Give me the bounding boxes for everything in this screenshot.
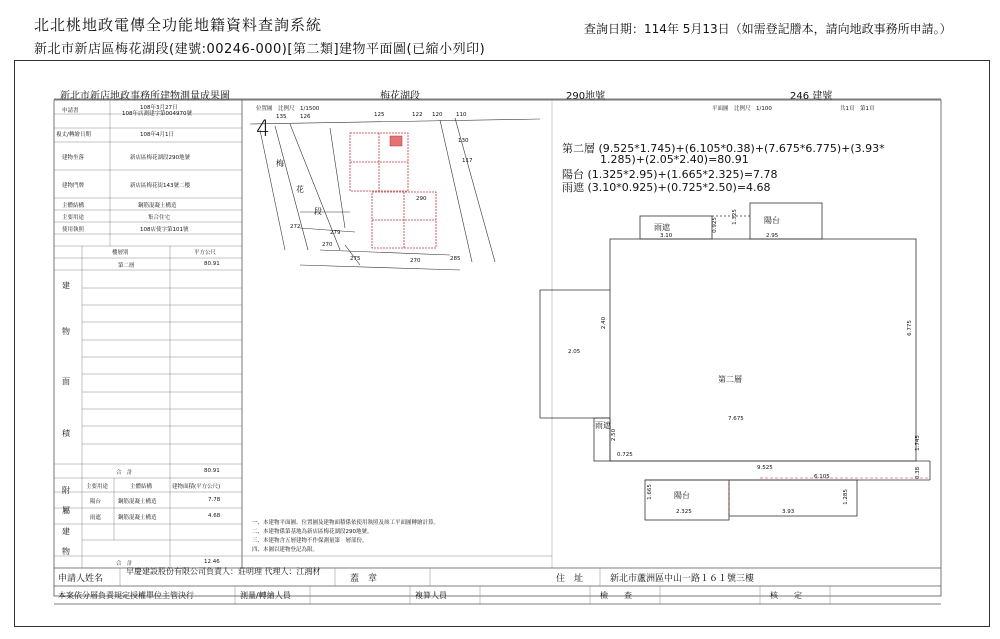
side-label-char: 積 [62, 429, 70, 438]
parcel-number: 290 [416, 196, 427, 202]
table-row-label: 主體結構 [62, 203, 85, 209]
plan-label-canopy-left: 雨遮 [595, 421, 611, 430]
formula-second-floor: 第二層 (9.525*1.745)+(6.105*0.38)+(7.675*6.775)+(3.93* [562, 142, 885, 155]
road-char: 段 [314, 207, 322, 216]
note-line: 四、本圖以建物登記為限。 [252, 547, 319, 553]
dim-label: 1.665 [646, 484, 653, 500]
dim-label: 1.745 [914, 435, 921, 451]
dim-label: 2.40 [601, 316, 608, 330]
side-label-char: 面 [62, 377, 70, 386]
table-row-value: 108年店測建字第004970號 [122, 111, 192, 117]
dim-label: 6.775 [906, 320, 913, 336]
attached-header-struct: 主體結構 [130, 484, 153, 490]
dim-label: 0.725 [617, 452, 633, 458]
road-char: 花 [296, 185, 304, 194]
note-line: 二、本建物係第基地為新店區梅花湖段290地號。 [252, 529, 373, 535]
parcel-number: 125 [374, 112, 385, 118]
parcel-number: 122 [412, 112, 423, 118]
attached-row-use: 陽台 [90, 499, 102, 505]
query-date: 查詢日期：114年 5月13日（如需登記謄本，請向地政事務所申請。） [584, 22, 952, 36]
attached-side-char: 屬 [62, 506, 70, 515]
area-row-floor: 第二層 [118, 263, 135, 269]
area-header-floor: 樓層別 [112, 250, 129, 256]
plan-scale-label: 平面圖 比例尺 1/100 [712, 106, 772, 112]
parcel-number: 270 [410, 258, 421, 264]
formula-second-floor-cont: 1.285)+(2.05*2.40)=80.91 [600, 153, 749, 166]
checker-label: 檢 查 [600, 591, 632, 600]
dim-label: 2.50 [611, 428, 618, 442]
section-name: 梅花湖段 [380, 91, 420, 102]
attached-row-struct: 鋼筋混凝土構造 [118, 499, 157, 505]
applicant-label: 申請人姓名 [58, 574, 104, 584]
location-map-label: 位置圖 比例尺 1/1500 [256, 106, 320, 112]
parcel-number: 279 [330, 230, 341, 236]
table-row-value: 鋼筋混凝土構造 [138, 203, 177, 209]
note-line: 三、本建物含五層建物不作保測量第 層部份。 [252, 538, 368, 544]
document-subtitle: 新北市新店區梅花湖段(建號:00246-000)[第二類]建物平面圖(已縮小列印) [34, 42, 486, 57]
total-value: 12.46 [204, 559, 220, 565]
table-row-label: 申請書 [62, 108, 79, 114]
approver-label: 核 定 [770, 591, 802, 600]
subtotal-label: 合 計 [116, 470, 133, 476]
parcel-number: 110 [456, 112, 467, 118]
parcel-number: 130 [458, 138, 469, 144]
attached-side-char: 附 [62, 486, 70, 495]
delegation-note: 本案依分層負責規定授權單位主管決行 [58, 591, 194, 600]
road-char: 梅 [276, 159, 284, 168]
parcel-number: 135 [276, 114, 287, 120]
parcel-number: 120 [432, 112, 443, 118]
table-row-label: 使用執照 [62, 227, 85, 233]
attached-side-char: 物 [62, 547, 70, 556]
address-value: 新北市蘆洲區中山一路１６１號三樓 [610, 574, 755, 584]
table-row-value: 新店區梅花湖段290地號 [130, 155, 190, 161]
address-label: 住 址 [556, 574, 584, 584]
dim-label: 3.93 [782, 509, 795, 515]
side-label-char: 物 [62, 327, 70, 336]
parcel-number: 270 [322, 242, 333, 248]
dim-label: 3.10 [660, 233, 673, 239]
side-label-char: 建 [62, 281, 70, 290]
table-row-value: 集合住宅 [148, 215, 171, 221]
attached-side-char: 建 [62, 527, 70, 536]
office-title: 新北市新店地政事務所建物測量成果圖 [60, 91, 230, 102]
parcel-number: 126 [300, 114, 311, 120]
table-row-label: 建物坐落 [62, 155, 85, 161]
table-row-value: 108年4月1日 [140, 132, 174, 138]
plan-label-canopy: 雨遮 [654, 223, 670, 232]
dim-label: 2.325 [676, 509, 692, 515]
plan-page-info: 共1頁 第1頁 [840, 106, 875, 112]
attached-row-struct: 鋼筋混凝土構造 [118, 515, 157, 521]
dim-label: 0.925 [711, 217, 718, 233]
attached-header-use: 主要用途 [86, 484, 109, 490]
reviewer-label: 複算人員 [415, 591, 447, 600]
parcel-number: 272 [290, 224, 301, 230]
plan-label-main: 第二層 [718, 375, 742, 384]
parcel-number: 285 [450, 256, 461, 262]
attached-header-area: 建物面積(平方公尺) [172, 484, 221, 490]
attached-row-area: 4.68 [208, 513, 221, 519]
note-line: 一、本建物平面圖、位置圖及建物面積係依使用執照及竣工平面圖轉繪計算。 [252, 520, 440, 526]
plan-label-balcony: 陽台 [764, 216, 780, 225]
total-label: 合 計 [116, 561, 133, 567]
dim-label: 1.325 [731, 209, 738, 225]
dim-label: 6.105 [814, 474, 830, 480]
surveyor-label: 測量/轉繪人員 [240, 591, 291, 600]
table-row-value: 108年3月27日 [140, 105, 178, 111]
formula-canopy: 雨遮 (3.10*0.925)+(0.725*2.50)=4.68 [562, 181, 771, 194]
north-marker: 4 [256, 117, 270, 142]
dim-label: 9.525 [757, 465, 773, 471]
subtotal-value: 80.91 [204, 468, 220, 474]
area-header-unit: 平方公尺 [194, 250, 217, 256]
dim-label: 7.675 [728, 416, 744, 422]
building-number: 246 建號 [790, 91, 833, 102]
applicant-value: 早慶建設股份有限公司負責人：莊明理 代理人：江鴻材 [126, 567, 321, 576]
table-row-label: 建物門牌 [62, 183, 85, 189]
table-row-label: 複丈/轉繪日期 [56, 132, 91, 138]
dim-label: 0.38 [915, 466, 922, 480]
area-row-value: 80.91 [204, 261, 220, 267]
land-number: 290地號 [566, 91, 606, 102]
parcel-number: 275 [350, 256, 361, 262]
table-row-value: 108店使字第101號 [140, 227, 189, 233]
formula-balcony: 陽台 (1.325*2.95)+(1.665*2.325)=7.78 [562, 168, 778, 181]
attached-row-area: 7.78 [208, 497, 221, 503]
dim-label: 2.05 [568, 349, 581, 355]
table-row-value: 新店區梅花街143號二樓 [130, 183, 190, 189]
attached-row-use: 雨遮 [90, 515, 102, 521]
parcel-number: 117 [462, 158, 473, 164]
system-title: 北北桃地政電傳全功能地籍資料查詢系統 [34, 16, 323, 34]
plan-label-balcony-bottom: 陽台 [674, 491, 690, 500]
dim-label: 1.285 [842, 489, 849, 505]
dim-label: 2.95 [766, 233, 779, 239]
seal-label: 蓋 章 [350, 574, 378, 584]
table-row-label: 主要用途 [62, 215, 85, 221]
